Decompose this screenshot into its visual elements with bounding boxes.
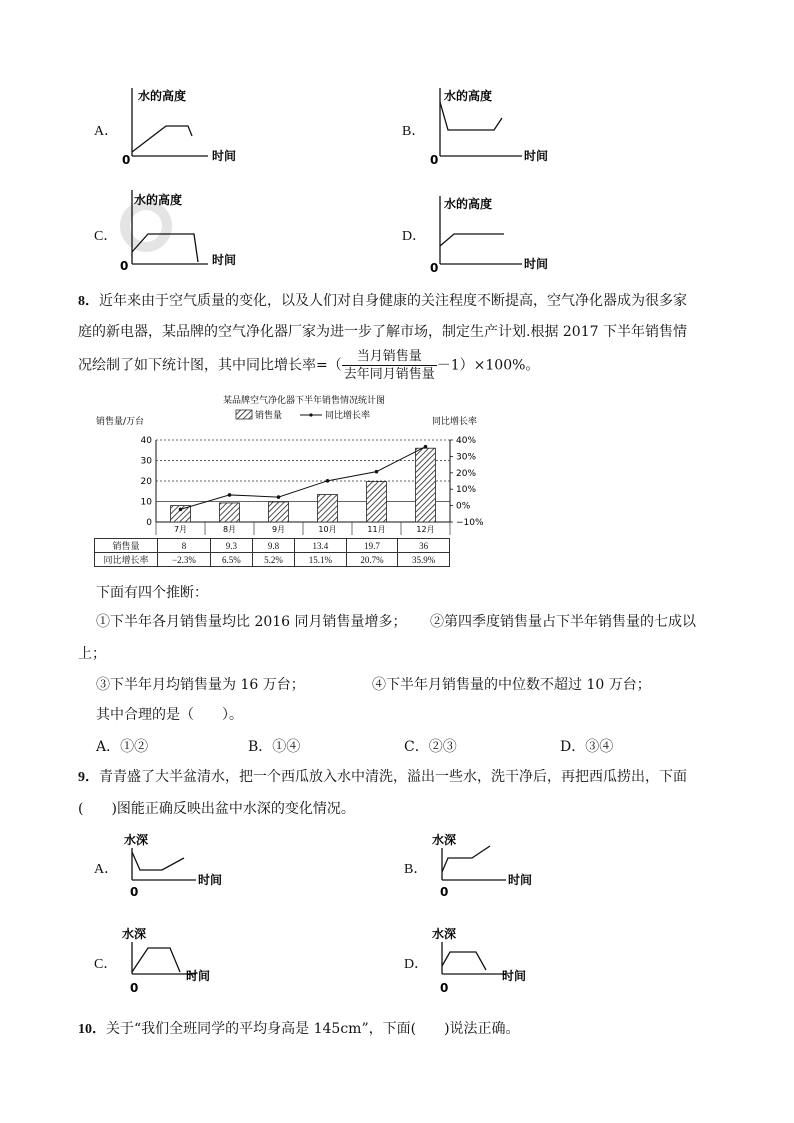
bar-2	[220, 503, 240, 522]
q8-choice-d[interactable]: D．③④	[560, 739, 614, 755]
y-tick-label: 10	[140, 497, 152, 508]
y-axis-label: 销售量/万台	[96, 417, 145, 427]
svg-text:时间: 时间	[198, 873, 223, 887]
y-tick-label: 0	[146, 518, 152, 528]
q7-d-xlabel: 时间	[524, 257, 549, 271]
x-tick-label: 8月	[222, 525, 237, 534]
y-tick-label: 30	[140, 456, 152, 467]
q7-a-origin: 0	[122, 153, 131, 167]
svg-text:水深: 水深	[432, 833, 457, 847]
svg-text:水深: 水深	[432, 927, 457, 941]
legend-line-label: 同比增长率	[325, 411, 371, 421]
svg-text:水深: 水深	[124, 833, 149, 847]
svg-text:时间: 时间	[508, 873, 533, 887]
y2-tick-label: −10%	[456, 518, 484, 528]
legend-bar-label: 销售量	[255, 411, 283, 421]
y2-tick-label: 30%	[456, 452, 477, 463]
q8-line2: 庭的新电器，某品牌的空气净化器厂家为进一步了解市场，制定生产计划.根据 2017 下半年销售情	[78, 324, 687, 340]
x-tick-label: 10月	[318, 525, 337, 534]
growth-rate-line	[181, 447, 426, 510]
q8-choice-b[interactable]: B．①④	[248, 739, 301, 755]
q8-intro: 下面有四个推断：	[96, 585, 208, 601]
q7-b-ylabel: 水的高度	[444, 89, 493, 103]
q7-option-d-letter: D．	[402, 229, 427, 244]
q8-statement-2: ②第四季度销售量占下半年销售量的七成以	[430, 614, 696, 630]
svg-text:0: 0	[130, 885, 139, 898]
q9-option-d-letter: D．	[404, 957, 429, 972]
y2-tick-label: 20%	[456, 468, 477, 479]
bar-5	[367, 482, 387, 522]
q9-option-a-letter: A．	[94, 862, 119, 877]
y-tick-label: 40	[140, 436, 152, 446]
q7-a-ylabel: 水的高度	[138, 89, 187, 103]
svg-text:时间: 时间	[502, 969, 527, 983]
q8-statement-1: ①下半年各月销售量均比 2016 同月销售量增多；	[96, 614, 407, 630]
q8-statement-2-cont: 上；	[78, 646, 106, 662]
q7-c-ylabel: 水的高度	[134, 193, 183, 207]
growth-rate-point-2	[228, 493, 232, 497]
growth-rate-point-4	[326, 479, 330, 483]
y-tick-label: 20	[140, 477, 152, 487]
q9-option-c-graph	[118, 924, 248, 994]
y2-axis-label: 同比增长率	[432, 417, 478, 427]
q7-option-b-graph	[426, 82, 556, 174]
growth-rate-point-3	[277, 495, 281, 499]
q8-statement-4: ④下半年月销售量的中位数不超过 10 万台；	[372, 677, 651, 693]
y2-tick-label: 40%	[456, 436, 477, 446]
q8-line3: 况绘制了如下统计图，其中同比增长率=（ $\frac{\text{当月销售量}}{\text{去年同月销售量}}$ －1）×100%。	[78, 349, 540, 382]
q7-option-a-letter: A．	[94, 124, 119, 139]
q7-option-c-graph	[118, 186, 248, 278]
q9-line2: ( )图能正确反映出盆中水深的变化情况。	[78, 801, 355, 817]
bar-6	[416, 448, 436, 522]
x-tick-label: 7月	[173, 525, 188, 534]
q8-question: 其中合理的是（ ）。	[96, 707, 243, 723]
q7-a-xlabel: 时间	[212, 149, 237, 163]
svg-text:时间: 时间	[186, 969, 211, 983]
chart-title: 某品牌空气净化器下半年销售情况统计图	[222, 396, 386, 406]
q8-choice-c[interactable]: C．②③	[404, 739, 457, 755]
q8-choice-a[interactable]: A．①②	[96, 739, 149, 755]
growth-rate-point-6	[424, 445, 428, 449]
q7-d-origin: 0	[430, 261, 439, 275]
y2-tick-label: 0%	[456, 501, 471, 512]
growth-rate-point-5	[375, 470, 379, 474]
q9-option-d-graph	[428, 924, 558, 994]
q9-line1: 9．青青盛了大半盆清水，把一个西瓜放入水中清洗，溢出一些水，洗干净后，再把西瓜捞出，下面	[78, 769, 687, 785]
svg-text:水深: 水深	[122, 927, 147, 941]
q7-d-ylabel: 水的高度	[444, 197, 493, 211]
x-tick-label: 12月	[416, 525, 435, 534]
q9-option-c-letter: C．	[94, 957, 118, 972]
table-row-growth: 同比增长率 −2.3% 6.5% 5.2% 15.1% 20.7% 35.9%	[95, 553, 450, 567]
q7-option-c-letter: C．	[94, 229, 118, 244]
q7-b-xlabel: 时间	[524, 149, 549, 163]
q10-line: 10．关于“我们全班同学的平均身高是 145cm”，下面( )说法正确。	[78, 1021, 520, 1037]
q8-line1: 8．近年来由于空气质量的变化，以及人们对自身健康的关注程度不断提高，空气净化器成为很多家	[78, 293, 687, 309]
q9-option-a-graph	[118, 830, 248, 898]
x-tick-label: 9月	[271, 525, 286, 534]
sales-data-table	[94, 538, 450, 567]
q7-c-origin: 0	[120, 259, 129, 273]
bar-4	[318, 495, 338, 522]
svg-text:0: 0	[440, 885, 449, 898]
bar-3	[269, 502, 289, 522]
q9-option-b-letter: B．	[404, 862, 428, 877]
svg-text:0: 0	[130, 981, 139, 994]
q8-statement-3: ③下半年月均销售量为 16 万台；	[96, 677, 305, 693]
growth-rate-point-1	[179, 508, 183, 512]
y2-tick-label: 10%	[456, 485, 477, 496]
growth-rate-fraction: $\frac{\text{当月销售量}}{\text{去年同月销售量}}$	[343, 349, 435, 382]
q7-option-d-graph	[426, 190, 556, 280]
table-row-sales: 销售量 8 9.3 9.8 13.4 19.7 36	[95, 539, 450, 553]
svg-text:0: 0	[440, 981, 449, 994]
q7-c-xlabel: 时间	[212, 253, 237, 267]
x-tick-label: 11月	[367, 525, 386, 534]
q7-b-origin: 0	[430, 153, 439, 167]
q7-option-b-letter: B．	[402, 124, 426, 139]
sales-chart	[94, 392, 494, 537]
q7-option-a-graph	[118, 82, 248, 174]
legend-bar-swatch	[236, 410, 252, 419]
q9-option-b-graph	[428, 830, 558, 898]
